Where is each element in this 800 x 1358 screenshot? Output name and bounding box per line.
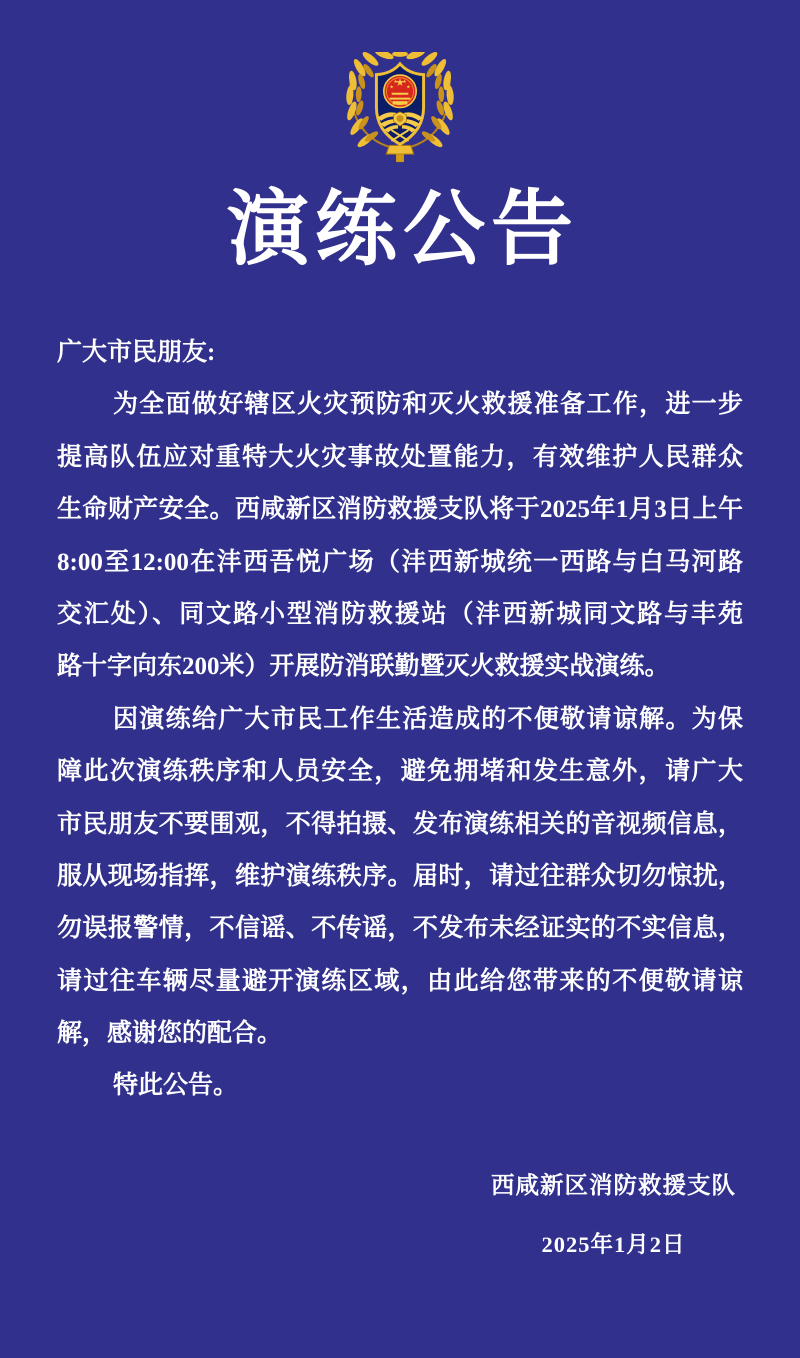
body-line: 为全面做好辖区火灾预防和灭火救援准备工作，进一步 <box>113 391 743 419</box>
body-line: 提高队伍应对重特大火灾事故处置能力，有效维护人民群众 <box>57 443 743 471</box>
body-line: 解，感谢您的配合。 <box>57 1020 283 1048</box>
signature-org: 西咸新区消防救援支队 <box>491 1173 736 1199</box>
body-line: 勿误报警情，不信谣、不传谣，不发布未经证实的不实信息， <box>57 915 743 943</box>
body-line-closing: 特此公告。 <box>113 1072 239 1100</box>
body-line: 路十字向东200米）开展防消联勤暨灭火救援实战演练。 <box>57 653 670 681</box>
body-line: 市民朋友不要围观，不得拍摄、发布演练相关的音视频信息， <box>57 810 743 838</box>
body-line: 因演练给广大市民工作生活造成的不便敬请谅解。为保 <box>113 705 743 733</box>
fire-rescue-emblem-icon <box>341 52 459 164</box>
signature-date: 2025年1月2日 <box>541 1232 686 1257</box>
body-line: 8:00至12:00在沣西吾悦广场（沣西新城统一西路与白马河路 <box>57 548 743 576</box>
body-line: 障此次演练秩序和人员安全，避免拥堵和发生意外，请广大 <box>57 758 743 786</box>
body-line: 请过往车辆尽量避开演练区域，由此给您带来的不便敬请谅 <box>57 967 743 995</box>
signature-block <box>491 1166 736 1259</box>
body-line: 交汇处）、同文路小型消防救援站（沣西新城同文路与丰苑 <box>57 600 743 628</box>
announcement-body <box>57 327 743 1113</box>
body-line: 生命财产安全。西咸新区消防救援支队将于2025年1月3日上午 <box>57 496 743 524</box>
body-line-salutation: 广大市民朋友: <box>57 339 216 366</box>
body-line: 服从现场指挥，维护演练秩序。届时，请过往群众切勿惊扰， <box>57 862 743 890</box>
page-title: 演练公告 <box>226 184 579 275</box>
